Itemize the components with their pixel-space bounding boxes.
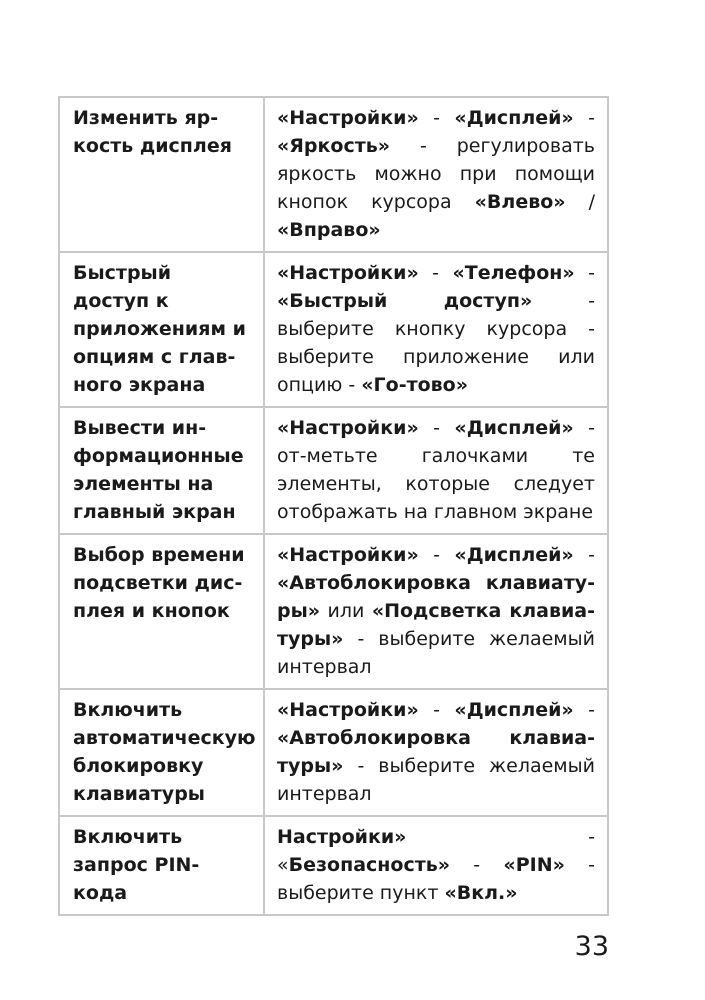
instruction-text: - «	[277, 826, 595, 876]
instruction-text: -	[418, 262, 453, 284]
menu-path-item: «Дисплей»	[454, 107, 574, 129]
menu-path-item: Настройки»	[277, 826, 407, 848]
menu-path-item: «Быстрый доступ»	[277, 290, 533, 312]
instruction-text: - выберите кнопку курсора - выберите приложение или опцию -	[277, 290, 595, 396]
menu-path-item: «Го-тово»	[361, 374, 469, 396]
action-cell: Включить запрос PIN-кода	[59, 816, 264, 915]
menu-path-item: «Дисплей»	[454, 699, 574, 721]
instruction-text: - выберите желаемый интервал	[277, 755, 595, 805]
settings-instructions-table	[58, 96, 609, 916]
instruction-text: - регулировать яркость можно при помощи кнопок курсора	[277, 135, 595, 213]
menu-path-item: «Вкл.»	[444, 882, 518, 904]
instruction-text: -	[418, 107, 455, 129]
menu-path-item: «Вправо»	[277, 219, 381, 241]
instruction-text: -	[573, 699, 595, 721]
instruction-cell	[264, 252, 608, 407]
instruction-text: -	[573, 544, 595, 566]
action-cell: Вывести ин-формационные элементы на главный экран	[59, 407, 264, 534]
instruction-text: -	[418, 544, 455, 566]
page-number: 33	[574, 931, 609, 962]
menu-path-item: «Дисплей»	[454, 544, 574, 566]
instruction-cell	[264, 689, 608, 816]
instruction-text: - выберите пункт	[277, 854, 595, 904]
instruction-cell	[264, 97, 608, 252]
action-cell: Включить автоматическую блокировку клавиатуры	[59, 689, 264, 816]
instruction-text: -	[573, 107, 595, 129]
menu-path-item: «Яркость»	[277, 135, 391, 157]
table-row	[59, 816, 608, 915]
instruction-text: - от-метьте галочками те элементы, которые следует отображать на главном экране	[277, 417, 595, 523]
action-cell: Изменить яр-кость дисплея	[59, 97, 264, 252]
action-cell: Выбор времени подсветки дис-плея и кнопок	[59, 534, 264, 689]
menu-path-item: «Телефон»	[452, 262, 575, 284]
menu-path-item: «Автоблокировка клавиату-ры»	[277, 572, 595, 622]
menu-path-item: «Настройки»	[277, 107, 419, 129]
instruction-text: -	[418, 699, 455, 721]
menu-path-item: «Дисплей»	[454, 417, 574, 439]
table-row	[59, 252, 608, 407]
instruction-text: -	[418, 417, 455, 439]
menu-path-item: «PIN»	[503, 854, 565, 876]
instruction-text: или	[320, 600, 372, 622]
instruction-text: - выберите желаемый интервал	[277, 628, 595, 678]
instruction-text: -	[450, 854, 504, 876]
instruction-text: -	[574, 262, 595, 284]
table-row	[59, 534, 608, 689]
menu-path-item: «Автоблокировка клавиа-туры»	[277, 727, 595, 777]
instruction-cell	[264, 816, 608, 915]
instruction-text: /	[565, 191, 595, 213]
table-row	[59, 407, 608, 534]
menu-path-item: «Настройки»	[277, 262, 419, 284]
menu-path-item: «Подсветка клавиа-туры»	[277, 600, 596, 650]
instruction-cell	[264, 534, 608, 689]
menu-path-item: «Настройки»	[277, 417, 419, 439]
menu-path-item: «Настройки»	[277, 699, 419, 721]
menu-path-item: «Влево»	[474, 191, 566, 213]
menu-path-item: Безопасность»	[288, 854, 451, 876]
table-row	[59, 689, 608, 816]
table-row	[59, 97, 608, 252]
action-cell: Быстрый доступ к приложениям и опциям с глав-ного экрана	[59, 252, 264, 407]
instruction-cell	[264, 407, 608, 534]
menu-path-item: «Настройки»	[277, 544, 419, 566]
